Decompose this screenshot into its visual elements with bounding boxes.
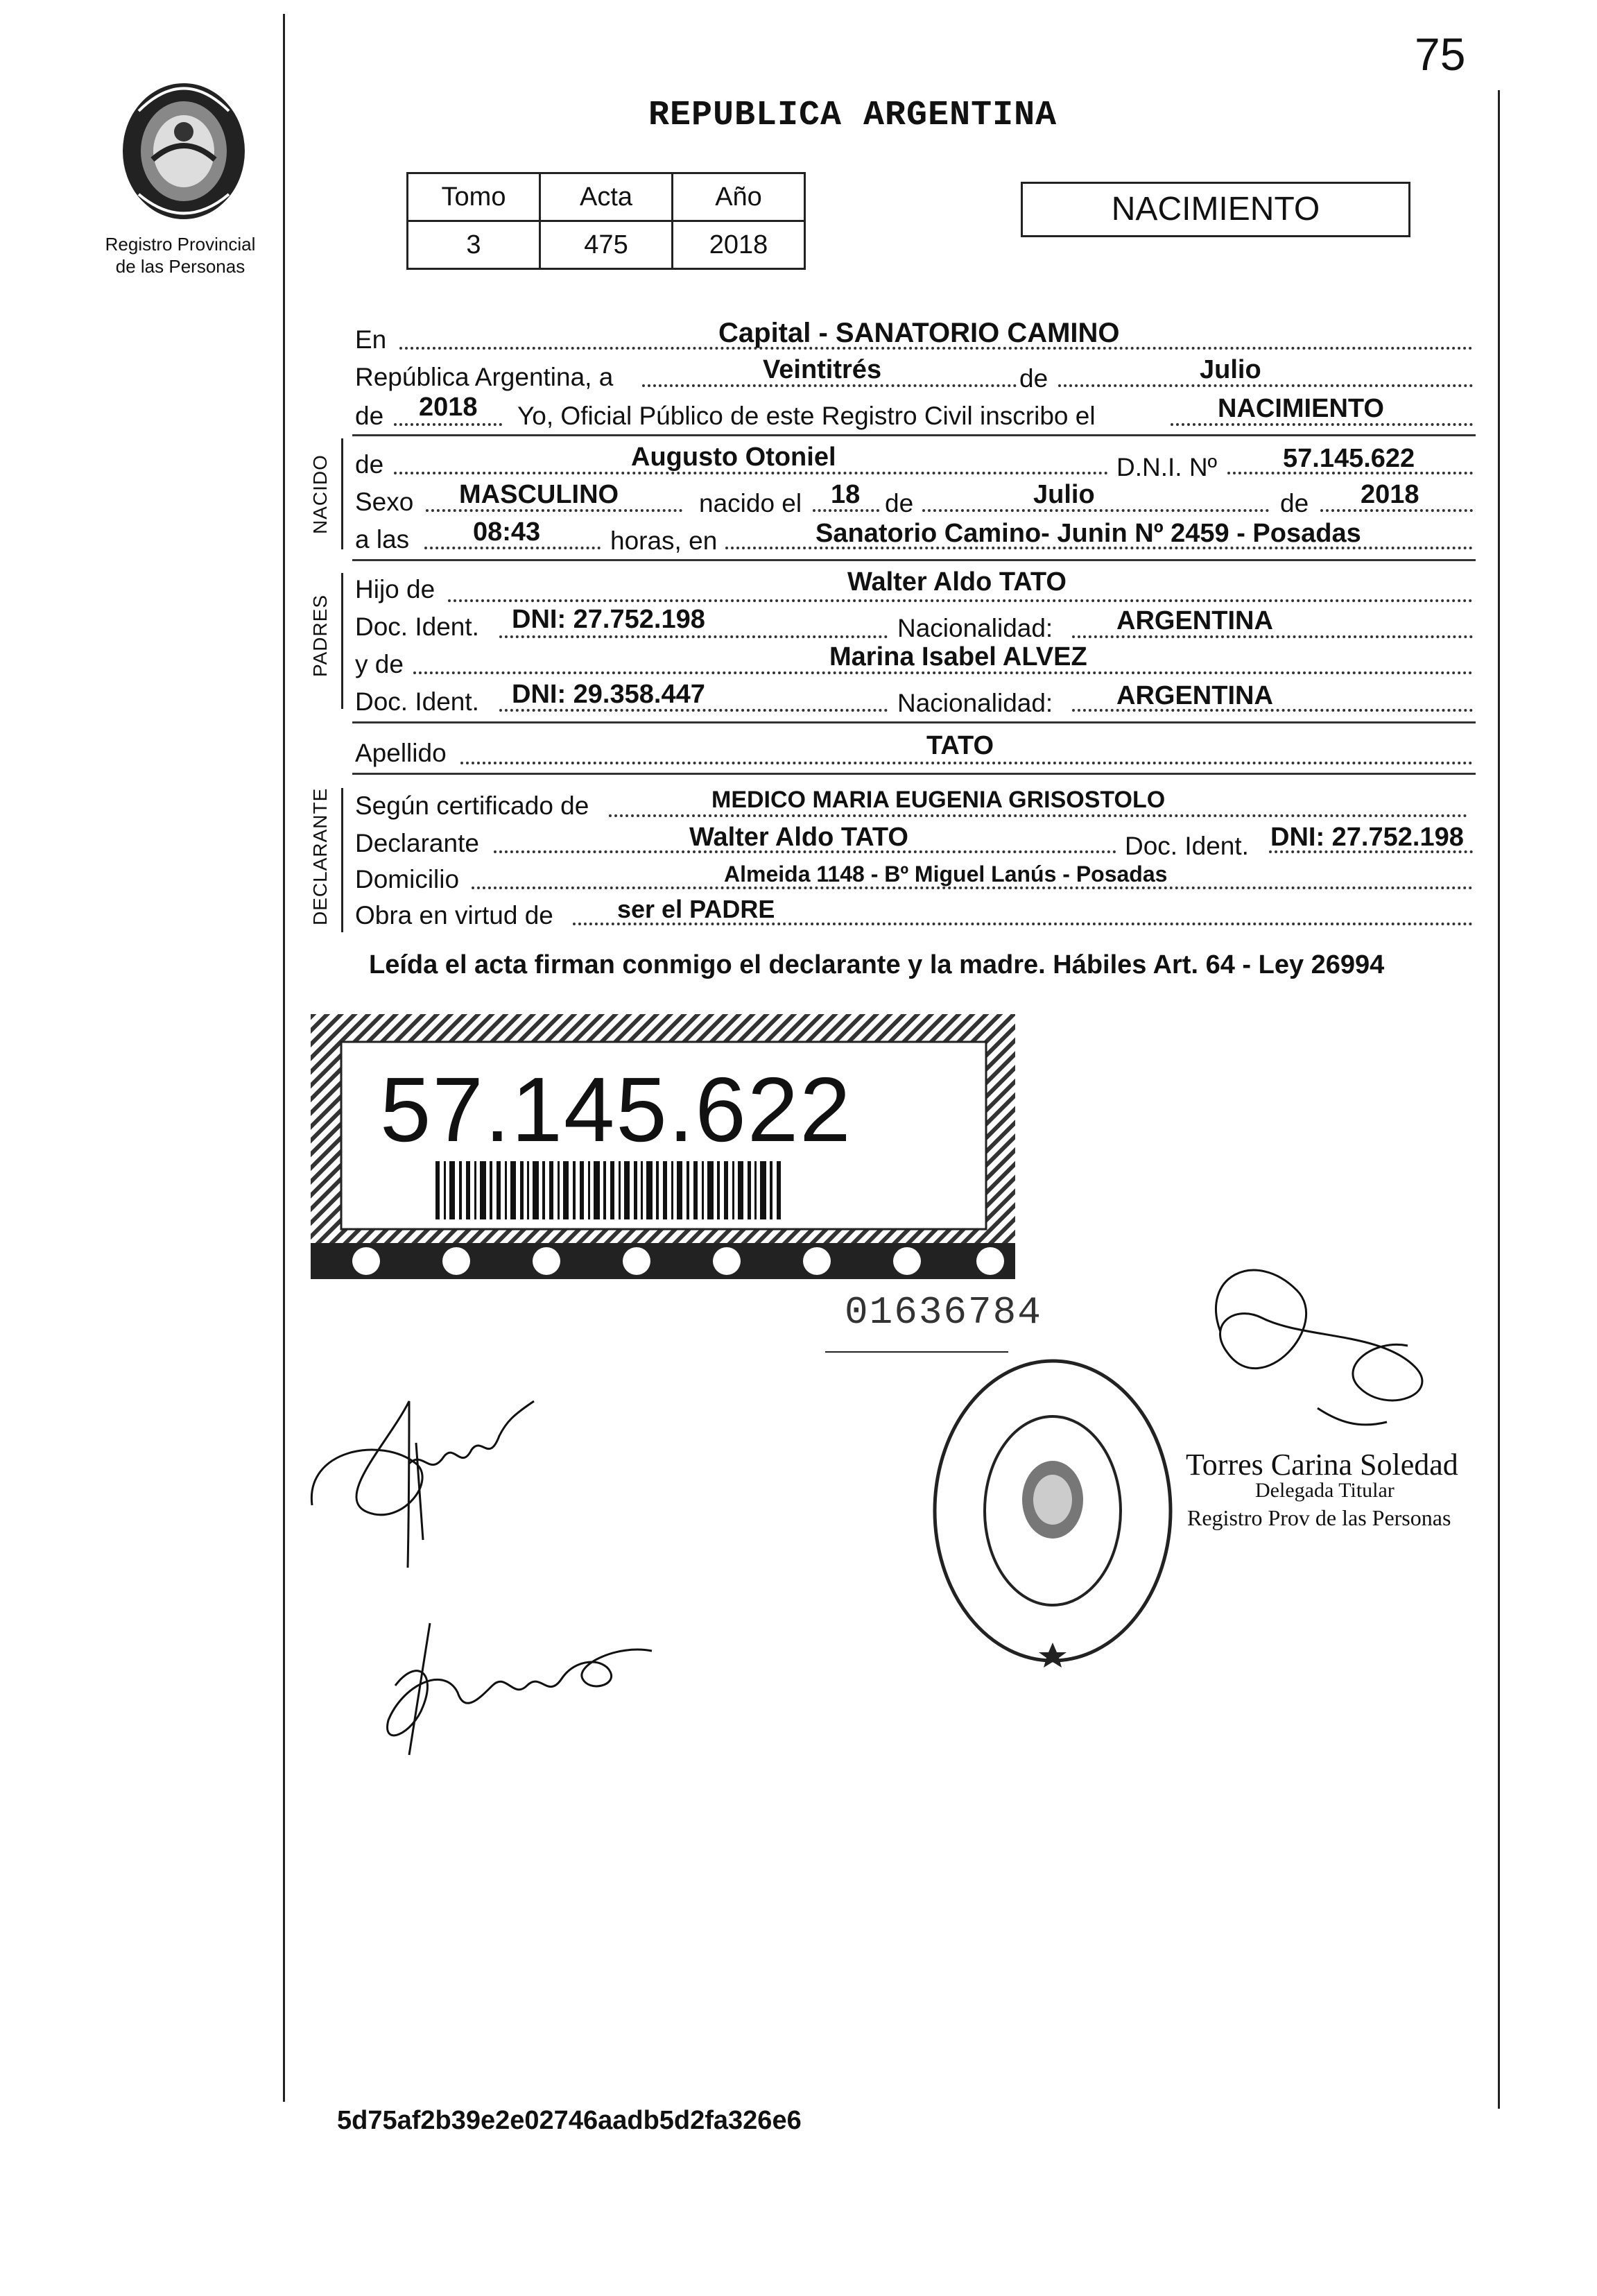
official-seal	[928, 1351, 1177, 1677]
time-label: a las	[355, 525, 410, 554]
hours-label: horas, en	[610, 526, 718, 555]
province-logo	[111, 69, 257, 225]
dom-label: Domicilio	[355, 865, 460, 893]
section-declarante: DECLARANTE	[309, 787, 331, 925]
apellido-label: Apellido	[355, 739, 447, 767]
sex-label: Sexo	[355, 488, 414, 516]
place-label: En	[355, 325, 387, 354]
statement-value: NACIMIENTO	[1218, 394, 1384, 423]
sticker-dni: 57.145.622	[380, 1059, 852, 1160]
birth-time: 08:43	[473, 517, 541, 547]
decl-doc: DNI: 27.752.198	[1270, 823, 1464, 852]
born-day: 18	[831, 480, 861, 509]
decl-value: Walter Aldo TATO	[689, 823, 908, 852]
place-value: Capital - SANATORIO CAMINO	[718, 318, 1120, 348]
born-year: 2018	[1361, 480, 1419, 509]
section-padres: PADRES	[309, 594, 331, 677]
date-day: Veintitrés	[763, 355, 882, 384]
father-nat-label: Nacionalidad:	[897, 614, 1053, 642]
document-title: REPUBLICA ARGENTINA	[648, 96, 1058, 135]
acta-header: Acta	[540, 173, 673, 221]
right-margin-line	[1498, 90, 1500, 2109]
dni-label: D.N.I. Nº	[1116, 453, 1218, 481]
anio-value: 2018	[673, 221, 805, 269]
born-month: Julio	[1033, 480, 1095, 509]
date-label: República Argentina, a	[355, 363, 614, 391]
father-label: Hijo de	[355, 575, 435, 603]
father-doc: DNI: 27.752.198	[512, 605, 705, 634]
name-label: de	[355, 450, 384, 479]
apellido-value: TATO	[926, 731, 994, 760]
obra-label: Obra en virtud de	[355, 901, 553, 929]
mother-label: y de	[355, 650, 404, 678]
obra-value: ser el PADRE	[617, 895, 775, 923]
mother-name: Marina Isabel ALVEZ	[829, 642, 1087, 671]
born-label: nacido el	[699, 489, 802, 517]
mother-nat-label: Nacionalidad:	[897, 689, 1053, 717]
official-name: Torres Carina Soledad	[1186, 1448, 1458, 1482]
born-de2: de	[1280, 489, 1309, 517]
mother-doc: DNI: 29.358.447	[512, 680, 705, 709]
mother-signature	[374, 1595, 680, 1762]
record-type-box: NACIMIENTO	[1021, 182, 1410, 237]
father-doc-label: Doc. Ident.	[355, 612, 479, 641]
born-de: de	[885, 489, 914, 517]
date-month: Julio	[1200, 355, 1261, 384]
document-hash: 5d75af2b39e2e02746aadb5d2fa326e6	[337, 2106, 802, 2135]
child-sex: MASCULINO	[459, 480, 619, 509]
page-number: 75	[1415, 28, 1466, 80]
date-de: de	[1019, 364, 1048, 393]
birthplace: Sanatorio Camino- Junin Nº 2459 - Posadas	[815, 519, 1361, 548]
dom-value: Almeida 1148 - Bº Miguel Lanús - Posadas	[724, 862, 1168, 886]
mother-doc-label: Doc. Ident.	[355, 687, 479, 716]
footnote: Leída el acta firman conmigo el declarante y la madre. Hábiles Art. 64 - Ley 26994	[369, 950, 1385, 979]
tomo-header: Tomo	[408, 173, 540, 221]
logo-caption: Registro Provincial de las Personas	[105, 234, 256, 277]
declarant-signature	[305, 1360, 596, 1582]
statement: Yo, Oficial Público de este Registro Civil inscribo el	[517, 402, 1096, 430]
mother-nat: ARGENTINA	[1116, 681, 1273, 710]
stamp-number: 01636784	[845, 1290, 1042, 1335]
date-year-label: de	[355, 402, 384, 430]
dni-sticker	[311, 1014, 1015, 1279]
anio-header: Año	[673, 173, 805, 221]
cert-value: MEDICO MARIA EUGENIA GRISOSTOLO	[711, 787, 1166, 813]
official-org: Registro Prov de las Personas	[1187, 1505, 1451, 1530]
acta-value: 475	[540, 221, 673, 269]
decl-label: Declarante	[355, 829, 479, 857]
official-role: Delegada Titular	[1255, 1479, 1395, 1502]
date-year: 2018	[419, 393, 478, 422]
decl-doc-label: Doc. Ident.	[1125, 832, 1249, 860]
cert-label: Según certificado de	[355, 791, 589, 820]
tomo-value: 3	[408, 221, 540, 269]
father-nat: ARGENTINA	[1116, 606, 1273, 635]
father-name: Walter Aldo TATO	[847, 567, 1067, 597]
registry-table	[406, 172, 806, 270]
child-dni: 57.145.622	[1283, 444, 1415, 473]
section-nacido: NACIDO	[309, 454, 331, 534]
child-name: Augusto Otoniel	[631, 443, 836, 472]
left-margin-line	[283, 14, 285, 2102]
